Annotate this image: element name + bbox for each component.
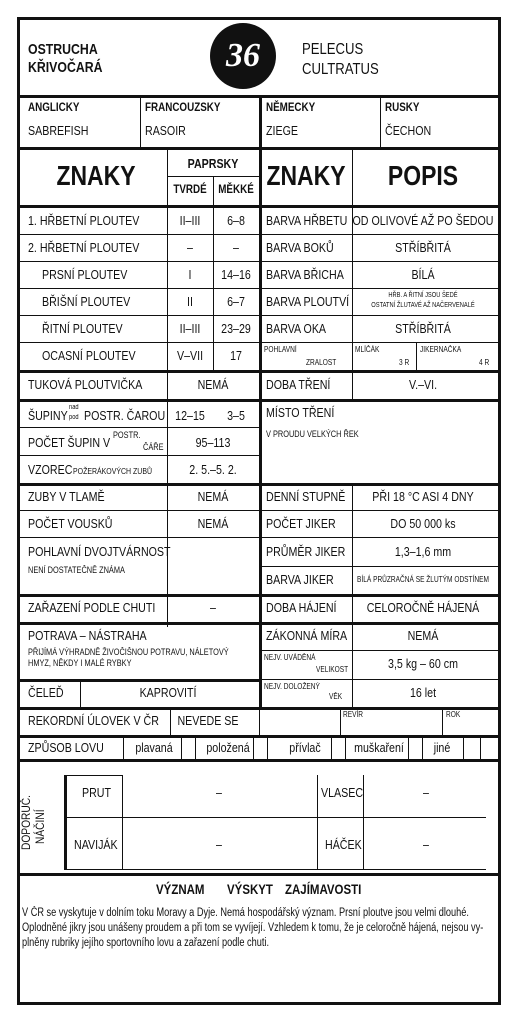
taste-value: – [210, 600, 216, 615]
food-value-line1: PŘIJÍMÁ VÝHRADNĚ ŽIVOČIŠNOU POTRAVU, NÁLETOVÝ [28, 647, 229, 657]
eye-color-value: STŘÍBŘITÁ [395, 321, 451, 336]
egg-diameter-label: PRŮMĚR JIKER [266, 544, 346, 559]
fin-anal-label: ŘITNÍ PLOUTEV [42, 321, 123, 336]
fin-color-label: BARVA PLOUTVÍ [266, 294, 350, 309]
maturity-label-b: ZRALOST [306, 358, 337, 367]
hook-value: – [423, 837, 429, 852]
max-age-label-a: NEJV. DOLOŽENÝ [264, 682, 320, 691]
record-label: REKORDNÍ ÚLOVEK V ČR [28, 713, 159, 728]
belly-color-label: BARVA BŘICHA [266, 267, 344, 282]
lang-en-label: ANGLICKY [28, 100, 80, 114]
fin-anal-hard: II–III [179, 321, 201, 336]
food-label: POTRAVA – NÁSTRAHA [28, 628, 147, 643]
dimorphism-label: POHLAVNÍ DVOJTVÁRNOST [28, 544, 171, 559]
fin-dorsal1-soft: 6–8 [227, 213, 245, 228]
scale-count-label: POČET ŠUPIN V [28, 435, 111, 450]
lang-en-value: SABREFISH [28, 123, 89, 138]
card-number-badge [210, 23, 276, 89]
rod-value: – [216, 785, 222, 800]
scale-count-sup: POSTR. [113, 430, 141, 440]
maturity-roe-label: JIKERNAČKA [420, 345, 462, 354]
description-line2: Oplodněné jikry jsou unášeny proudem a při tom se vyvíjejí. Vzhledem k tomu, že je celoročně hájená, nejsou vy- [22, 922, 484, 934]
taste-label: ZAŘAZENÍ PODLE CHUTI [28, 600, 156, 615]
methods-label: ZPŮSOB LOVU [28, 740, 104, 755]
record-district: REVÍR [343, 710, 364, 719]
lang-de-value: ZIEGE [266, 123, 298, 138]
fin-pelvic-hard: II [187, 294, 193, 309]
scales-label-a: ŠUPINY [28, 408, 68, 423]
rod-label: PRUT [82, 785, 112, 800]
adipose-value: NEMÁ [197, 377, 229, 392]
tackle-side-line2: NÁČINÍ [33, 809, 47, 844]
spawn-time-value: V.–VI. [408, 377, 438, 392]
scales-above-tag: nad [69, 404, 79, 411]
hard-rays-header: TVRDÉ [173, 182, 207, 196]
fin-dorsal2-soft: – [233, 240, 239, 255]
spawn-place-value: V PROUDU VELKÝCH ŘEK [266, 429, 359, 439]
egg-color-value: BÍLÁ PRŮZRAČNÁ SE ŽLUTÝM ODSTÍNEM [357, 575, 489, 584]
fin-dorsal2-hard: – [187, 240, 193, 255]
lang-fr-value: RASOIR [145, 123, 186, 138]
method-other: jiné [433, 740, 451, 755]
method-float: plavaná [135, 740, 173, 755]
teeth-label: ZUBY V TLAMĚ [28, 489, 105, 504]
czech-name-line1: OSTRUCHA [28, 41, 98, 58]
formula-value: 2. 5.–5. 2. [189, 462, 237, 477]
spawn-time-label: DOBA TŘENÍ [266, 377, 331, 392]
fin-dorsal1-label: 1. HŘBETNÍ PLOUTEV [28, 213, 140, 228]
barbels-value: NEMÁ [197, 516, 229, 531]
reel-label: NAVIJÁK [74, 837, 118, 852]
scales-below-tag: pod [69, 414, 79, 421]
soft-rays-header: MĚKKÉ [218, 182, 254, 196]
description-line1: V ČR se vyskytuje v dolním toku Moravy a Dyje. Nemá hospodářský význam. Prsní ploutve jsou velmi dlouhé. [22, 907, 469, 919]
scales-above-value: 12–15 [175, 408, 205, 423]
degree-days-value: PŘI 18 °C ASI 4 DNY [372, 489, 474, 504]
formula-small: POŽERÁKOVÝCH ZUBŮ [73, 466, 153, 476]
scale-count-sub: ČÁŘE [143, 442, 164, 452]
fin-caudal-hard: V–VII [176, 348, 204, 363]
line-value: – [423, 785, 429, 800]
maturity-roe-value: 4 R [479, 358, 490, 367]
description-header: POPIS [387, 160, 459, 191]
belly-color-value: BÍLÁ [411, 267, 435, 282]
bottom-title-interesting: ZAJÍMAVOSTI [285, 881, 362, 897]
method-spinning: přívlač [289, 740, 321, 755]
left-header-title: ZNAKY [56, 160, 136, 191]
record-value: NEVEDE SE [177, 713, 239, 728]
maturity-milt-label: MLÍČÁK [355, 345, 380, 354]
fin-caudal-soft: 17 [230, 348, 242, 363]
barbels-label: POČET VOUSKŮ [28, 516, 113, 531]
maturity-label-a: POHLAVNÍ [264, 345, 297, 354]
fin-pectoral-label: PRSNÍ PLOUTEV [42, 267, 128, 282]
family-value: KAPROVITÍ [139, 685, 197, 700]
protection-label: DOBA HÁJENÍ [266, 600, 337, 615]
fin-pelvic-label: BŘIŠNÍ PLOUTEV [42, 294, 131, 309]
scale-count-value: 95–113 [195, 435, 231, 450]
card-number: 36 [226, 37, 260, 74]
hook-label: HÁČEK [325, 837, 362, 852]
family-label: ČELEĎ [28, 685, 64, 700]
protection-value: CELOROČNĚ HÁJENÁ [366, 600, 480, 615]
back-color-value: OD OLIVOVÉ AŽ PO ŠEDOU [352, 213, 494, 228]
max-age-value: 16 let [409, 685, 437, 700]
degree-days-label: DENNÍ STUPNĚ [266, 489, 346, 504]
czech-name-line2: KŘIVOČARÁ [28, 59, 103, 76]
reel-value: – [216, 837, 222, 852]
formula-label: VZOREC [28, 462, 73, 477]
back-color-label: BARVA HŘBETU [266, 213, 348, 228]
egg-count-value: DO 50 000 ks [390, 516, 456, 531]
dimorphism-value: NENÍ DOSTATEČNĚ ZNÁMA [28, 565, 125, 575]
side-color-label: BARVA BOKŮ [266, 240, 334, 255]
spawn-place-label: MÍSTO TŘENÍ [266, 405, 335, 420]
food-value-line2: HMYZ, NĚKDY I MALÉ RYBKY [28, 658, 132, 668]
bottom-title-occurrence: VÝSKYT [227, 881, 273, 897]
lang-fr-label: FRANCOUZSKY [145, 100, 221, 114]
fin-pelvic-soft: 6–7 [227, 294, 245, 309]
max-size-label-b: VELIKOST [316, 665, 349, 674]
fin-color-value-line1: HŘB. A ŘITNÍ JSOU ŠEDÉ [388, 292, 458, 299]
lang-ru-label: RUSKY [385, 100, 420, 114]
record-year: ROK [446, 710, 461, 719]
rays-header: PAPRSKY [187, 156, 239, 171]
tackle-side-line1: DOPORUČ. [19, 795, 33, 850]
fin-anal-soft: 23–29 [221, 321, 251, 336]
method-fly: muškaření [354, 740, 404, 755]
max-age-label-b: VĚK [329, 692, 343, 701]
egg-count-label: POČET JIKER [266, 516, 336, 531]
legal-size-value: NEMÁ [407, 628, 439, 643]
line-label: VLASEC [321, 785, 364, 800]
fin-color-value-line2: OSTATNÍ ŽLUTAVÉ AŽ NAČERVENALÉ [371, 302, 475, 309]
fin-pectoral-hard: I [188, 267, 192, 282]
max-size-value: 3,5 kg – 60 cm [388, 656, 458, 671]
latin-name-line2: CULTRATUS [302, 61, 379, 78]
fin-dorsal1-hard: II–III [179, 213, 201, 228]
max-size-label-a: NEJV. UVÁDĚNÁ [264, 653, 316, 662]
maturity-milt-value: 3 R [399, 358, 410, 367]
eye-color-label: BARVA OKA [266, 321, 327, 336]
right-header-title: ZNAKY [266, 160, 346, 191]
bottom-title-significance: VÝZNAM [156, 881, 205, 897]
scales-below-value: 3–5 [227, 408, 245, 423]
legal-size-label: ZÁKONNÁ MÍRA [266, 628, 348, 643]
fin-caudal-label: OCASNÍ PLOUTEV [42, 348, 136, 363]
egg-color-label: BARVA JIKER [266, 572, 334, 587]
egg-diameter-value: 1,3–1,6 mm [394, 544, 452, 559]
teeth-value: NEMÁ [197, 489, 229, 504]
scales-label-b: POSTR. ČAROU [84, 408, 166, 423]
latin-name-line1: PELECUS [302, 41, 364, 58]
fin-dorsal2-label: 2. HŘBETNÍ PLOUTEV [28, 240, 140, 255]
side-color-value: STŘÍBŘITÁ [395, 240, 451, 255]
adipose-label: TUKOVÁ PLOUTVIČKA [28, 377, 143, 392]
method-ledger: položená [206, 740, 250, 755]
description-line3: plněny rubriky jejího sportovního lovu a zařazení podle chuti. [22, 937, 270, 949]
lang-ru-value: ČECHON [385, 123, 432, 138]
lang-de-label: NĚMECKY [266, 100, 316, 114]
fin-pectoral-soft: 14–16 [221, 267, 251, 282]
